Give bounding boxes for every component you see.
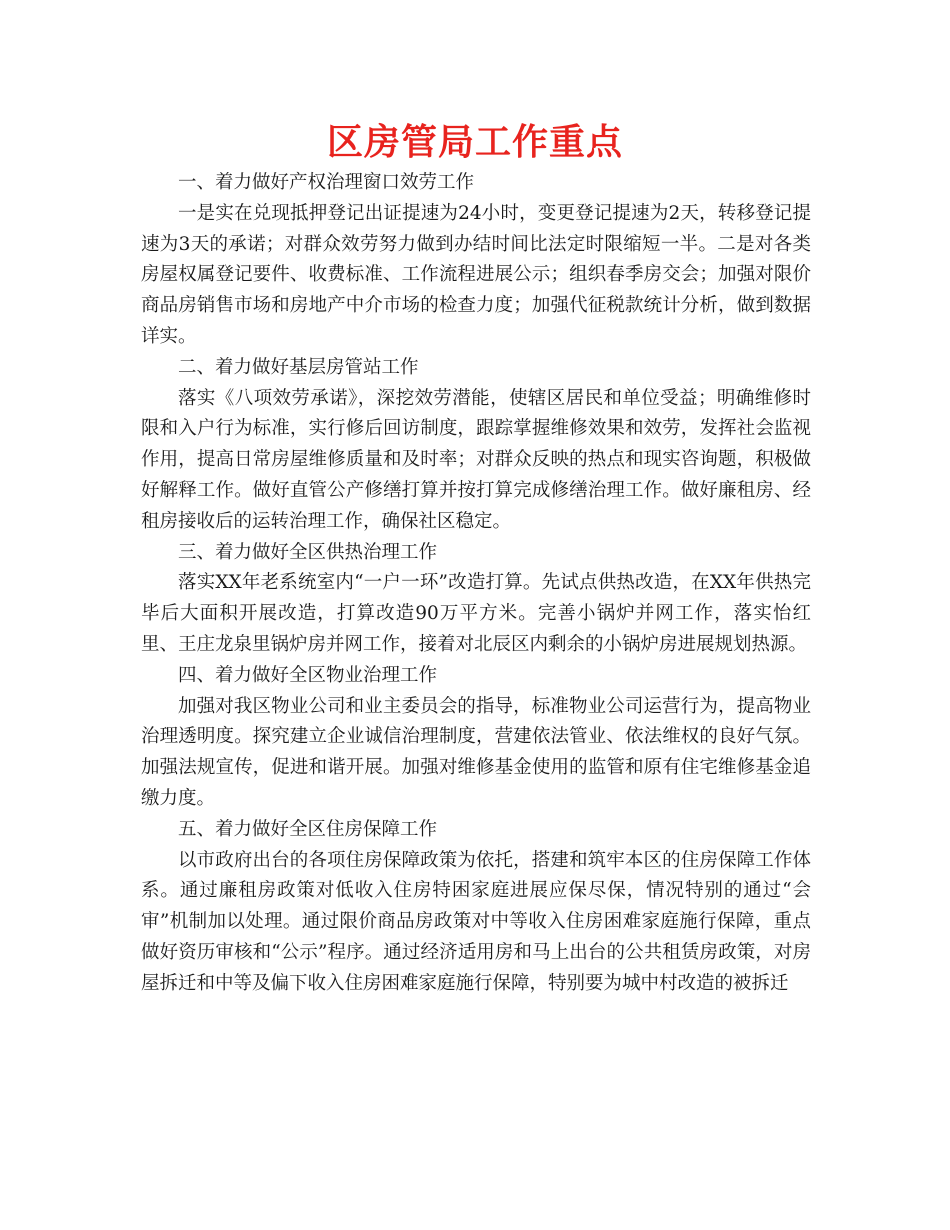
document-title: 区房管局工作重点 xyxy=(326,122,623,163)
section-heading-1: 一、着力做好产权治理窗口效劳工作 xyxy=(178,172,475,193)
body-paragraph-2: 落实《八项效劳承诺》，深挖效劳潜能，使辖区居民和单位受益；明确维修时限和入户行为标准，实行修后回访制度，跟踪掌握维修效果和效劳，发挥社会监视作用，提高日常房屋维修质量和及时率；对群众反映的热点和现实咨询题，积极做好解释工作。做好直管公产修缮打算并按打算完成修缮治理工作。做好廉租房、经租房接收后的运转治理工作，确保社区稳定。 xyxy=(141,387,811,532)
section-heading-4: 四、着力做好全区物业治理工作 xyxy=(178,664,438,686)
document-body xyxy=(141,168,811,1000)
body-paragraph-4: 加强对我区物业公司和业主委员会的指导，标准物业公司运营行为，提高物业治理透明度。探究建立企业诚信治理制度，营建依法管业、依法维权的良好气氛。加强法规宣传，促进和谐开展。加强对维修基金使用的监管和原有住宅维修基金追缴力度。 xyxy=(141,695,811,809)
section-heading-3: 三、着力做好全区供热治理工作 xyxy=(178,541,438,563)
body-paragraph-5: 以市政府出台的各项住房保障政策为依托，搭建和筑牢本区的住房保障工作体系。通过廉租房政策对低收入住房特困家庭进展应保尽保，情况特别的通过“会审”机制加以处理。通过限价商品房政策对中等收入住房困难家庭施行保障，重点做好资历审核和“公示”程序。通过经济适用房和马上出台的公共租赁房政策，对房屋拆迁和中等及偏下收入住房困难家庭施行保障，特别要为城中村改造的被拆迁 xyxy=(141,849,811,994)
body-paragraph-3: 落实XX年老系统室内“一户一环”改造打算。先试点供热改造，在XX年供热完毕后大面积开展改造，打算改造90万平方米。完善小锅炉并网工作，落实怡红里、王庄龙泉里锅炉房并网工作，接着对北辰区内剩余的小锅炉房进展规划热源。 xyxy=(141,572,811,655)
body-paragraph-1: 一是实在兑现抵押登记出证提速为24小时，变更登记提速为2天，转移登记提速为3天的承诺；对群众效劳努力做到办结时间比法定时限缩短一半。二是对各类房屋权属登记要件、收费标准、工作流程进展公示；组织春季房交会；加强对限价商品房销售市场和房地产中介市场的检查力度；加强代征税款统计分析，做到数据详实。 xyxy=(141,202,811,347)
section-heading-5: 五、着力做好全区住房保障工作 xyxy=(178,818,438,840)
section-heading-2: 二、着力做好基层房管站工作 xyxy=(178,356,419,378)
